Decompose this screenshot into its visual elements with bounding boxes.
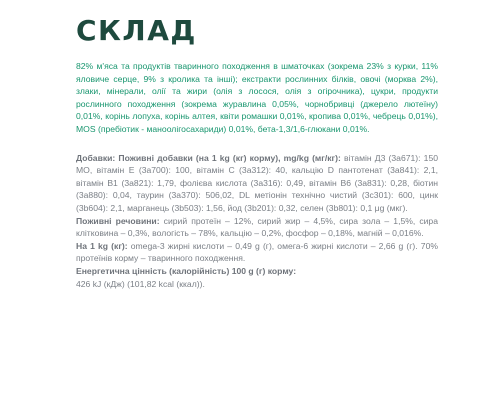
energy-section — [76, 265, 438, 290]
energy-text: 426 kJ (кДж) (101,82 kcal (ккал)). — [76, 278, 205, 289]
page-title: СКЛАД — [76, 14, 197, 47]
composition-text: 82% м'яса та продуктів тваринного походження в шматочках (зокрема 23% з курки, 11% яловиче серце, 9% з кролика та інші); екстракти рослинних білків, овочі (морква 2%), злаки, мінерали, олії та жири (олія з лосося, олія з огірочника), цукри, продукти рослинного походження (зокрема журавлина 0,05%, чорнобривці (джерело лютеїну) 0,01%, корінь лопуха, корінь алтея, квіти ромашки 0,01%, кропива 0,01%, чебрець 0,01%), MOS (пребіотик - маноолігосахариди) 0,01%, бета-1,3/1,6-глюкани 0,01%. — [76, 61, 438, 134]
nutrients-section — [76, 215, 438, 240]
additives-section — [76, 152, 438, 215]
energy-label: Енергетична цінність (калорійність) 100 g (г) корму: — [76, 265, 297, 276]
nutrients-text: сирий протеїн – 12%, сирий жир – 4,5%, сира зола – 1,5%, сира клітковина – 0,3%, вологість – 78%, кальцію – 0,2%, фосфор – 0,18%, магній – 0,016%. — [76, 215, 438, 239]
additives-label: Добавки: Поживні добавки (на 1 kg (кг) корму), mg/kg (мг/кг): — [76, 152, 341, 163]
per-kg-label: На 1 kg (кг): — [76, 240, 128, 251]
per-kg-section — [76, 240, 438, 265]
nutrients-label: Поживні речовини: — [76, 215, 160, 226]
per-kg-text: omega-3 жирні кислоти – 0,49 g (г), омега-6 жирні кислоти – 2,66 g (г). 70% протеїнів корму – тваринного походження. — [76, 240, 438, 264]
additives-text: вітамін Д3 (3a671): 150 МО, вітамін Е (3a700): 100, вітамін С (3a312): 40, кальцію D пантотенат (3a841): 2,1, вітамін В1 (3a821): 1,79, фолієва кислота (3a316): 0,49, вітамін В6 (3a831): 0,28, біотин (3a880): 0,04, таурин (3a370): 506,02, DL метіонін технічно чистий (3c301): 600, цинк (3b604): 2,1, марганець (3b503): 1,56, йод (3b201): 0,32, селен (3b801): 0,1 μg (мкг). — [76, 152, 438, 213]
